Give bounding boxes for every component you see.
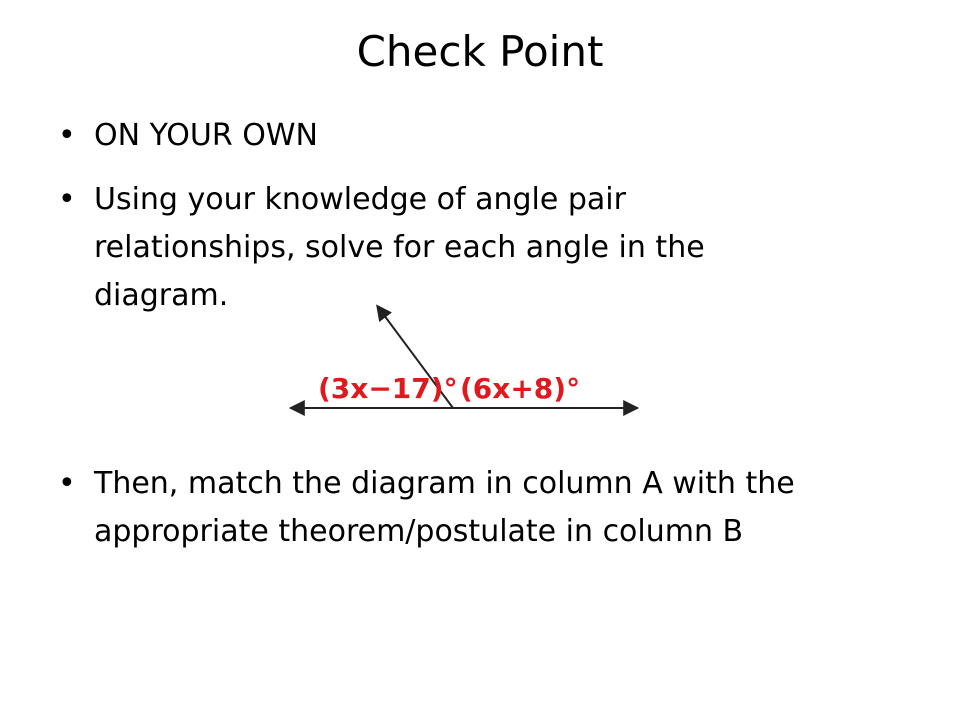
bullet-line: appropriate theorem/postulate in column B xyxy=(94,514,744,549)
left-angle-label: (3x−17)° xyxy=(318,372,458,405)
angle-diagram xyxy=(280,295,650,425)
bullet-line: relationships, solve for each angle in the xyxy=(94,230,705,265)
right-angle-label: (6x+8)° xyxy=(460,372,581,405)
bullet-text xyxy=(94,460,924,556)
bullet-dot: • xyxy=(58,118,76,153)
bullet-dot: • xyxy=(58,182,76,217)
bullet-dot: • xyxy=(58,466,76,501)
bullet-line: ON YOUR OWN xyxy=(94,118,318,153)
bullet-line: diagram. xyxy=(94,278,229,313)
bullet-line: Then, match the diagram in column A with the xyxy=(94,466,795,501)
slide-title: Check Point xyxy=(356,27,604,76)
bullet-text xyxy=(94,112,924,160)
bullet-line: Using your knowledge of angle pair xyxy=(94,182,626,217)
